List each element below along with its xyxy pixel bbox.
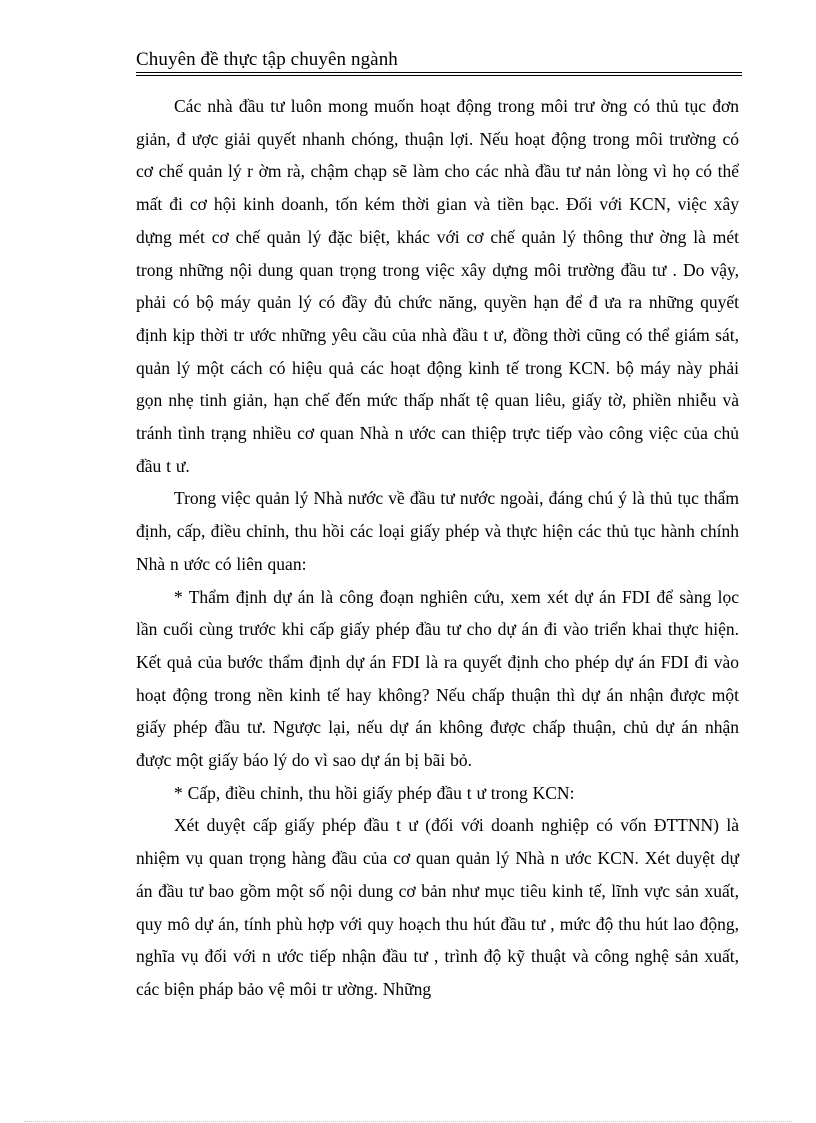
paragraph-5: Xét duyệt cấp giấy phép đầu t ư (đối với doanh nghiệp có vốn ĐTTNN) là nhiệm vụ quan trọng hàng đầu của cơ quan quản lý Nhà n ước KCN. Xét duyệt dự án đầu tư bao gồm một số nội dung cơ bản như mục tiêu kinh tế, lĩnh vực sản xuất, quy mô dự án, tính phù hợp với quy hoạch thu hút đầu tư , mức độ thu hút lao động, nghĩa vụ đối với n ước tiếp nhận đầu tư , trình độ kỹ thuật và công nghệ sản xuất, các biện pháp bảo vệ môi tr ường. Những (136, 815, 739, 999)
paragraph-4: * Cấp, điều chỉnh, thu hồi giấy phép đầu t ư trong KCN: (174, 782, 575, 803)
page-header (136, 48, 742, 76)
document-body (136, 90, 739, 1006)
header-rule-thick (136, 72, 742, 73)
paragraph-1: Các nhà đầu tư luôn mong muốn hoạt động trong môi trư ờng có thủ tục đơn giản, đ ược giải quyết nhanh chóng, thuận lợi. Nếu hoạt động trong môi trường có cơ chế quản lý r ờm rà, chậm chạp sẽ làm cho các nhà đầu tư nản lòng vì họ có thể mất đi cơ hội kinh doanh, tốn kém thời gian và tiền bạc. Đối với KCN, việc xây dựng mét cơ chế quản lý đặc biệt, khác với cơ chế quản lý thông thư ờng là mét trong những nội dung quan trọng trong việc xây dựng môi trường đầu tư . Do vậy, phải có bộ máy quản lý có đầy đủ chức năng, quyền hạn để đ ưa ra những quyết định kịp thời tr ước những yêu cầu của nhà đầu t ư, đồng thời cũng có thể giám sát, quản lý một cách có hiệu quả các hoạt động kinh tế trong KCN. bộ máy này phải gọn nhẹ tinh giản, hạn chế đến mức thấp nhất tệ quan liêu, giấy tờ, phiền nhiễu và tránh tình trạng nhiều cơ quan Nhà n ước can thiệp trực tiếp vào công việc của chủ đầu t ư. (136, 96, 739, 476)
page-bottom-border (24, 1121, 792, 1122)
paragraph-3: * Thẩm định dự án là công đoạn nghiên cứu, xem xét dự án FDI để sàng lọc lần cuối cùng trước khi cấp giấy phép đầu tư cho dự án đi vào triển khai thực hiện. Kết quả của bước thẩm định dự án FDI là ra quyết định cho phép dự án FDI đi vào hoạt động trong nền kinh tế hay không? Nếu chấp thuận thì dự án nhận được một giấy phép đầu tư. Ngược lại, nếu dự án không được chấp thuận, chủ dự án nhận được một giấy báo lý do vì sao dự án bị bãi bỏ. (136, 586, 739, 771)
paragraph-2: Trong việc quản lý Nhà nước về đầu tư nước ngoài, đáng chú ý là thủ tục thẩm định, cấp, điều chỉnh, thu hồi các loại giấy phép và thực hiện các thủ tục hành chính Nhà n ước có liên quan: (136, 488, 739, 574)
header-rule-thin (136, 75, 742, 76)
header-title: Chuyên đề thực tập chuyên ngành (136, 49, 398, 70)
